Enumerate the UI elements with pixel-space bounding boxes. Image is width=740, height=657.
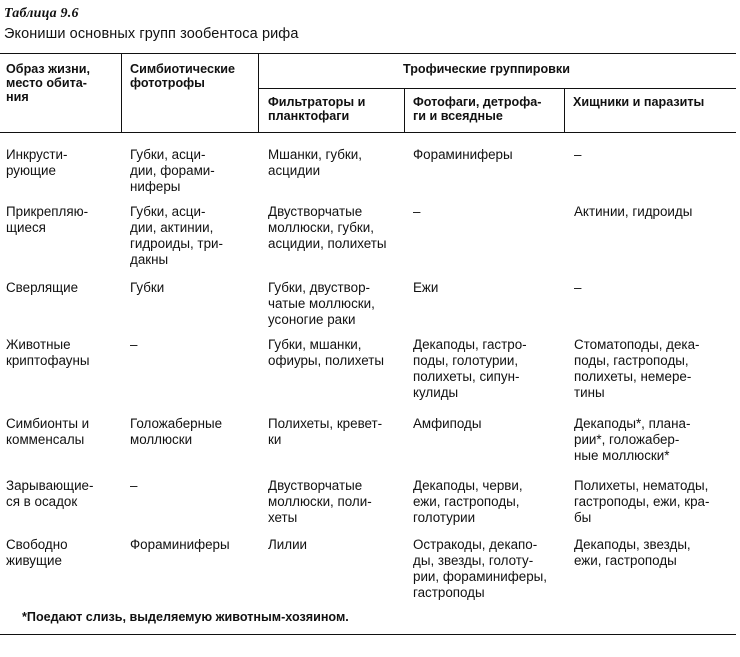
- table-cell: Полихеты, кревет- ки: [268, 416, 383, 447]
- table-cell: Двустворчатые моллюски, поли- хеты: [268, 478, 372, 525]
- table-cell: Декаподы*, плана- рии*, голожабер- ные моллюски*: [574, 416, 691, 463]
- table-cell: Двустворчатые моллюски, губки, асцидии, полихеты: [268, 204, 387, 251]
- table-cell: Фораминиферы: [130, 537, 230, 552]
- table-cell: Губки, асци- дии, актинии, гидроиды, три- дакны: [130, 204, 223, 267]
- table-cell: –: [130, 478, 138, 493]
- table-cell: Декаподы, звезды, ежи, гастроподы: [574, 537, 691, 568]
- table-cell: Фораминиферы: [413, 147, 513, 162]
- table-cell: Мшанки, губки, асцидии: [268, 147, 362, 178]
- table-cell: Зарывающие- ся в осадок: [6, 478, 94, 509]
- header-divider-3: [404, 89, 405, 132]
- table-cell: Губки, мшанки, офиуры, полихеты: [268, 337, 385, 368]
- header-divider-2: [258, 54, 259, 132]
- header-bottom-rule: [0, 132, 736, 133]
- table-label: Таблица 9.6: [4, 6, 79, 21]
- trophic-header-rule: [258, 88, 736, 89]
- table-cell: Симбионты и комменсалы: [6, 416, 90, 447]
- table-cell: –: [574, 280, 582, 295]
- table-cell: –: [574, 147, 582, 162]
- table-footnote: *Поедают слизь, выделяемую животным-хозяином.: [22, 610, 349, 624]
- table-cell: Декаподы, гастро- поды, голотурии, полихеты, сипун- кулиды: [413, 337, 527, 400]
- table-cell: Губки, асци- дии, форами- ниферы: [130, 147, 215, 194]
- table-cell: Сверлящие: [6, 280, 79, 295]
- table-cell: Инкрусти- рующие: [6, 147, 68, 178]
- table-cell: Прикрепляю- щиеся: [6, 204, 89, 235]
- header-trophic-group: Трофические группировки: [403, 62, 570, 76]
- table-cell: Амфиподы: [413, 416, 482, 431]
- table-bottom-rule: [0, 634, 736, 635]
- header-divider-1: [121, 54, 122, 132]
- table-cell: Лилии: [268, 537, 308, 552]
- table-cell: Губки: [130, 280, 165, 295]
- table-cell: –: [130, 337, 138, 352]
- table-cell: Актинии, гидроиды: [574, 204, 693, 219]
- table-cell: Ежи: [413, 280, 439, 295]
- table-cell: Свободно живущие: [6, 537, 68, 568]
- table-cell: –: [413, 204, 421, 219]
- table-cell: Остракоды, декапо- ды, звезды, голоту- рии, фораминиферы, гастроподы: [413, 537, 548, 600]
- header-predators: Хищники и паразиты: [573, 95, 705, 109]
- header-symbiotic: Симбиотические фототрофы: [130, 62, 235, 90]
- header-photophages: Фотофаги, детрофа- ги и всеядные: [413, 95, 542, 123]
- table-top-rule: [0, 53, 736, 54]
- table-caption: Экониши основных групп зообентоса рифа: [4, 26, 299, 42]
- table-cell: Стоматоподы, дека- поды, гастроподы, полихеты, немере- тины: [574, 337, 700, 400]
- table-cell: Животные криптофауны: [6, 337, 90, 368]
- table-cell: Декаподы, черви, ежи, гастроподы, голотурии: [413, 478, 523, 525]
- header-filter: Фильтраторы и планктофаги: [268, 95, 366, 123]
- header-lifestyle: Образ жизни, место обита- ния: [6, 62, 90, 104]
- table-cell: Полихеты, нематоды, гастроподы, ежи, кра- бы: [574, 478, 710, 525]
- table-cell: Губки, двуствор- чатые моллюски, усоногие раки: [268, 280, 375, 327]
- header-divider-4: [564, 89, 565, 132]
- table-cell: Голожаберные моллюски: [130, 416, 223, 447]
